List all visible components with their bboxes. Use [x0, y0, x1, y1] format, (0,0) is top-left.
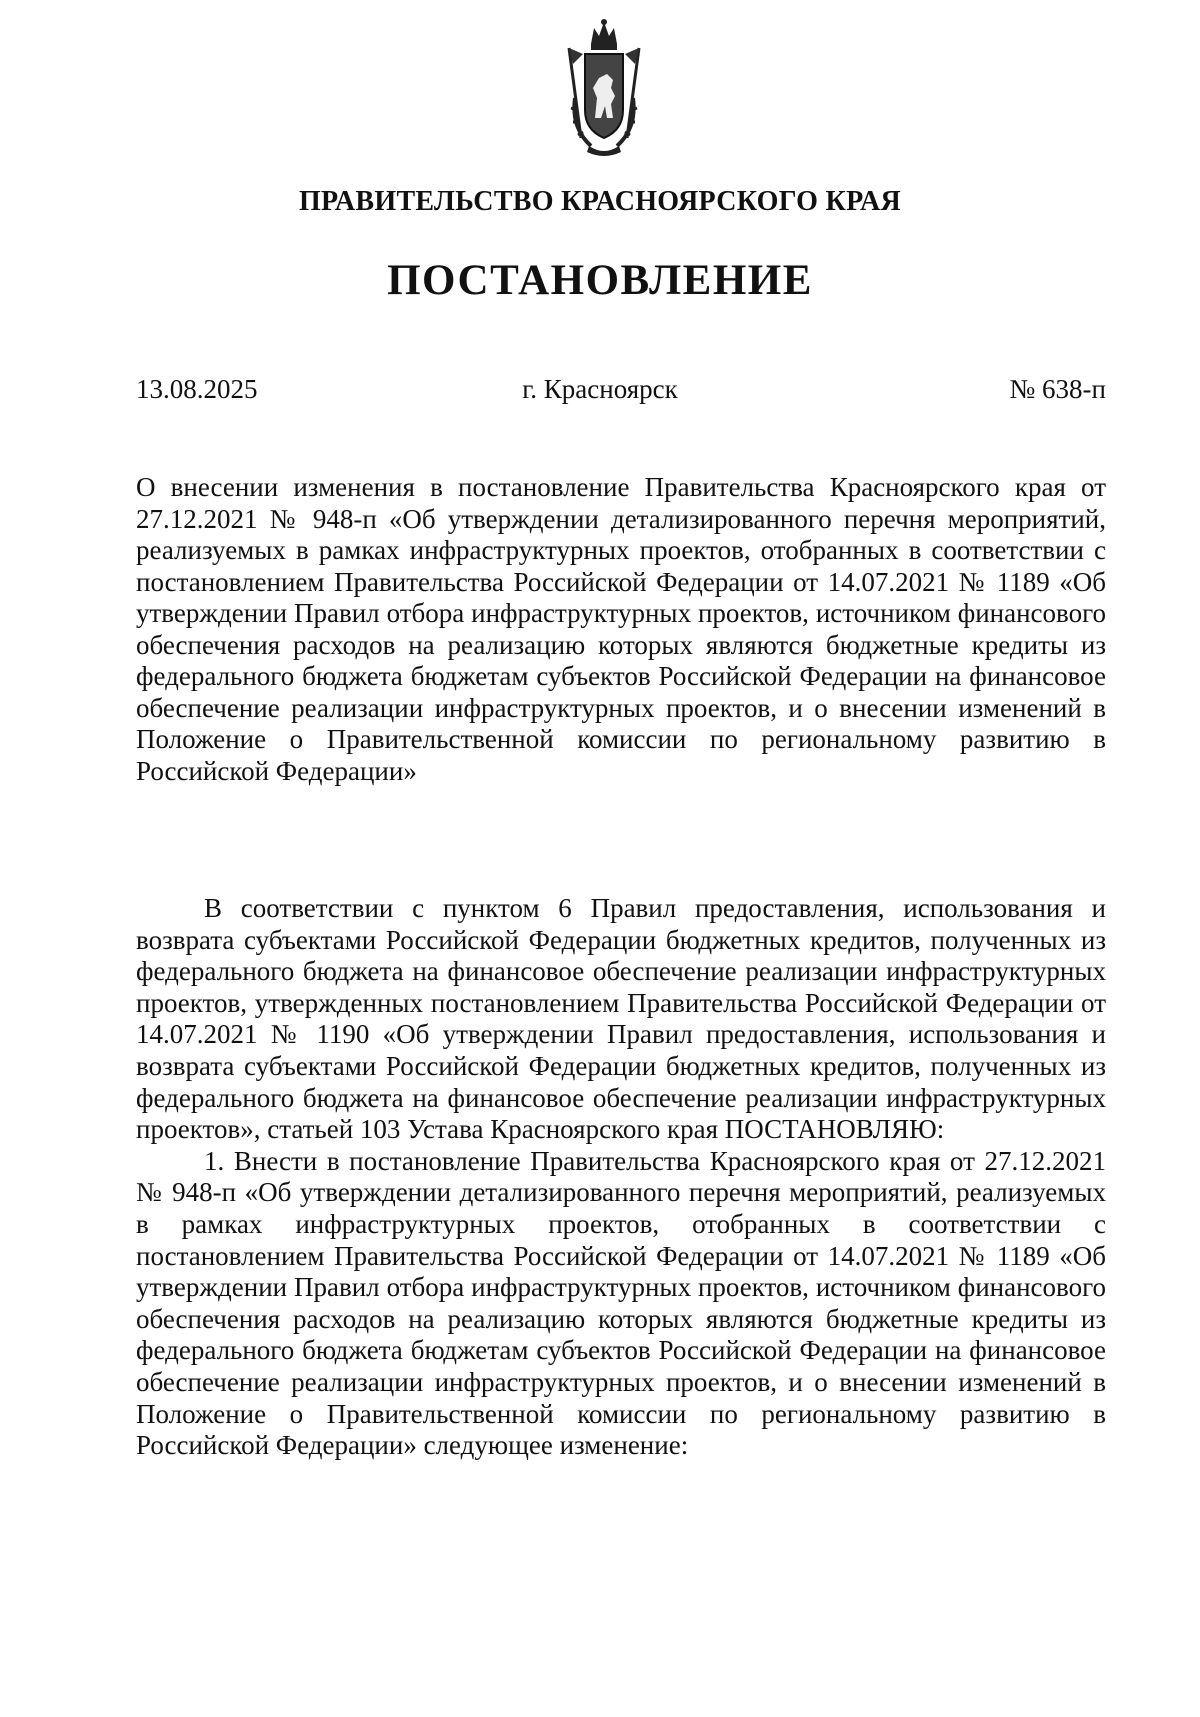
document-body — [136, 893, 1106, 1462]
krasnoyarsk-coat-of-arms-icon — [561, 18, 647, 158]
document-city: г. Красноярск — [522, 374, 678, 404]
government-title: ПРАВИТЕЛЬСТВО КРАСНОЯРСКОГО КРАЯ — [298, 186, 902, 217]
document-number: № 638-п — [1009, 374, 1106, 404]
document-type: ПОСТАНОВЛЕНИЕ — [387, 257, 813, 304]
document-subject: О внесении изменения в постановление Правительства Красноярского края от 27.12.2021 № 948-п «Об утверждении детализированного перечня мероприятий, реализуемых в рамках инфраструктурных проектов, отобранных в соответствии с постановлением Правительства Российской Федерации от 14.07.2021 № 1189 «Об утверждении Правил отбора инфраструктурных проектов, источником финансового обеспечения расходов на реализацию которых являются бюджетные кредиты из федерального бюджета бюджетам субъектов Российской Федерации на финансовое обеспечение реализации инфраструктурных проектов, и о внесении изменений в Положение о Правительственной комиссии по региональному развитию в Российской Федерации» — [136, 472, 1106, 786]
item-1-paragraph: 1. Внести в постановление Правительства Красноярского края от 27.12.2021 № 948-п «Об утверждении детализированного перечня мероприятий, реализуемых в рамках инфраструктурных проектов, отобранных в соответствии с постановлением Правительства Российской Федерации от 14.07.2021 № 1189 «Об утверждении Правил отбора инфраструктурных проектов, источником финансового обеспечения расходов на реализацию которых являются бюджетные кредиты из федерального бюджета бюджетам субъектов Российской Федерации на финансовое обеспечение реализации инфраструктурных проектов, и о внесении изменений в Положение о Правительственной комиссии по региональному развитию в Российской Федерации» следующее изменение: — [136, 1145, 1106, 1461]
preamble-paragraph: В соответствии с пунктом 6 Правил предоставления, использования и возврата субъектами Российской Федерации бюджетных кредитов, полученных из федерального бюджета на финансовое обеспечение реализации инфраструктурных проектов, утвержденных постановлением Правительства Российской Федерации от 14.07.2021 № 1190 «Об утверждении Правил предоставления, использования и возврата субъектами Российской Федерации бюджетных кредитов, полученных из федерального бюджета на финансовое обеспечение реализации инфраструктурных проектов», статьей 103 Устава Красноярского края ПОСТАНОВЛЯЮ: — [136, 893, 1106, 1145]
document-date: 13.08.2025 — [136, 374, 258, 404]
